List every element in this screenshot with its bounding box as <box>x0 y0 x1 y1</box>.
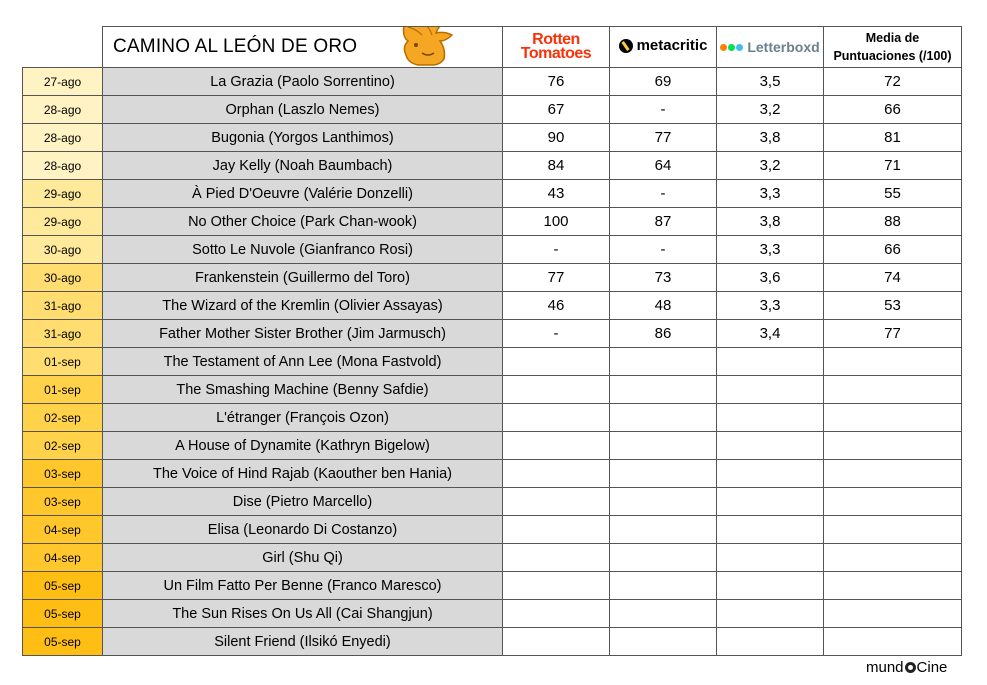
table-row <box>23 516 962 544</box>
film-cell: À Pied D'Oeuvre (Valérie Donzelli) <box>103 180 503 208</box>
metacritic-score <box>610 572 717 600</box>
average-score: 71 <box>824 152 962 180</box>
letterboxd-score: 3,8 <box>717 124 824 152</box>
film-cell: Silent Friend (Ilsikó Enyedi) <box>103 628 503 656</box>
date-cell: 28-ago <box>23 96 103 124</box>
rotten-tomatoes-logo <box>503 27 610 68</box>
rt-line-1: Rotten <box>532 30 580 48</box>
metacritic-logo <box>610 27 717 68</box>
letterboxd-score: 3,4 <box>717 320 824 348</box>
metacritic-score <box>610 460 717 488</box>
date-cell: 02-sep <box>23 404 103 432</box>
film-cell: Girl (Shu Qi) <box>103 544 503 572</box>
table-row <box>23 600 962 628</box>
date-cell: 29-ago <box>23 180 103 208</box>
average-score <box>824 600 962 628</box>
average-score: 77 <box>824 320 962 348</box>
table-body <box>23 68 962 656</box>
rotten-tomatoes-score: 43 <box>503 180 610 208</box>
table-row <box>23 180 962 208</box>
metacritic-score: 64 <box>610 152 717 180</box>
table-row <box>23 292 962 320</box>
metacritic-score: 77 <box>610 124 717 152</box>
average-score: 74 <box>824 264 962 292</box>
date-cell: 02-sep <box>23 432 103 460</box>
date-cell: 05-sep <box>23 628 103 656</box>
rotten-tomatoes-score: 84 <box>503 152 610 180</box>
metacritic-score <box>610 516 717 544</box>
date-cell: 28-ago <box>23 152 103 180</box>
table-row <box>23 124 962 152</box>
letterboxd-score <box>717 544 824 572</box>
rotten-tomatoes-score: 90 <box>503 124 610 152</box>
average-score: 55 <box>824 180 962 208</box>
table-row <box>23 488 962 516</box>
metacritic-score: - <box>610 236 717 264</box>
letterboxd-score <box>717 628 824 656</box>
letterboxd-score: 3,8 <box>717 208 824 236</box>
average-score <box>824 460 962 488</box>
average-score: 66 <box>824 236 962 264</box>
letterboxd-score <box>717 460 824 488</box>
rotten-tomatoes-score: 67 <box>503 96 610 124</box>
metacritic-score <box>610 488 717 516</box>
footer-brand-right: Cine <box>916 659 948 676</box>
metacritic-score: - <box>610 96 717 124</box>
letterboxd-score: 3,6 <box>717 264 824 292</box>
film-cell: Sotto Le Nuvole (Gianfranco Rosi) <box>103 236 503 264</box>
average-score <box>824 376 962 404</box>
date-cell: 03-sep <box>23 488 103 516</box>
table-row <box>23 432 962 460</box>
date-cell: 28-ago <box>23 124 103 152</box>
table-row <box>23 572 962 600</box>
metacritic-score: 48 <box>610 292 717 320</box>
letterboxd-score <box>717 432 824 460</box>
average-header-line-1: Media de <box>865 31 920 45</box>
film-cell: The Sun Rises On Us All (Cai Shangjun) <box>103 600 503 628</box>
film-cell: Bugonia (Yorgos Lanthimos) <box>103 124 503 152</box>
table-row <box>23 376 962 404</box>
metacritic-badge-icon <box>619 39 633 53</box>
rotten-tomatoes-score: - <box>503 236 610 264</box>
rotten-tomatoes-score: 77 <box>503 264 610 292</box>
average-score <box>824 488 962 516</box>
metacritic-score <box>610 348 717 376</box>
film-cell: The Wizard of the Kremlin (Olivier Assayas) <box>103 292 503 320</box>
rotten-tomatoes-score: - <box>503 320 610 348</box>
date-cell: 27-ago <box>23 68 103 96</box>
average-score <box>824 348 962 376</box>
table-row <box>23 96 962 124</box>
rotten-tomatoes-score: 76 <box>503 68 610 96</box>
film-cell: The Smashing Machine (Benny Safdie) <box>103 376 503 404</box>
date-cell: 05-sep <box>23 600 103 628</box>
header-row <box>23 27 962 68</box>
letterboxd-logo <box>717 27 824 68</box>
film-cell: Jay Kelly (Noah Baumbach) <box>103 152 503 180</box>
metacritic-score <box>610 628 717 656</box>
metacritic-label: metacritic <box>636 37 708 55</box>
average-score: 66 <box>824 96 962 124</box>
metacritic-score: 86 <box>610 320 717 348</box>
letterboxd-score: 3,2 <box>717 152 824 180</box>
film-cell: The Testament of Ann Lee (Mona Fastvold) <box>103 348 503 376</box>
date-cell: 31-ago <box>23 320 103 348</box>
rotten-tomatoes-score: 46 <box>503 292 610 320</box>
metacritic-score <box>610 404 717 432</box>
film-cell: Elisa (Leonardo Di Costanzo) <box>103 516 503 544</box>
date-cell: 30-ago <box>23 264 103 292</box>
table-row <box>23 152 962 180</box>
date-cell: 05-sep <box>23 572 103 600</box>
film-cell: L'étranger (François Ozon) <box>103 404 503 432</box>
metacritic-score: 69 <box>610 68 717 96</box>
table-row <box>23 348 962 376</box>
rotten-tomatoes-score <box>503 488 610 516</box>
date-cell: 31-ago <box>23 292 103 320</box>
average-score: 72 <box>824 68 962 96</box>
table-row <box>23 320 962 348</box>
average-score: 81 <box>824 124 962 152</box>
letterboxd-score: 3,2 <box>717 96 824 124</box>
metacritic-score <box>610 600 717 628</box>
rotten-tomatoes-score <box>503 348 610 376</box>
film-cell: No Other Choice (Park Chan-wook) <box>103 208 503 236</box>
letterboxd-score: 3,3 <box>717 292 824 320</box>
table-row <box>23 460 962 488</box>
film-cell: The Voice of Hind Rajab (Kaouther ben Hania) <box>103 460 503 488</box>
average-score: 88 <box>824 208 962 236</box>
footer-brand-left: mund <box>866 659 904 676</box>
film-cell: Dise (Pietro Marcello) <box>103 488 503 516</box>
rotten-tomatoes-wordmark <box>520 30 592 62</box>
table-row <box>23 68 962 96</box>
table-row <box>23 628 962 656</box>
metacritic-score <box>610 376 717 404</box>
average-header <box>824 27 962 68</box>
average-header-line-2: Puntuaciones (/100) <box>833 49 952 63</box>
metacritic-score: - <box>610 180 717 208</box>
table-row <box>23 236 962 264</box>
rotten-tomatoes-score <box>503 544 610 572</box>
table-row <box>23 264 962 292</box>
metacritic-score: 73 <box>610 264 717 292</box>
date-cell: 03-sep <box>23 460 103 488</box>
average-score <box>824 404 962 432</box>
letterboxd-dots-icon <box>720 44 743 51</box>
letterboxd-label: Letterboxd <box>747 39 820 56</box>
average-score <box>824 572 962 600</box>
rotten-tomatoes-score <box>503 628 610 656</box>
letterboxd-score: 3,3 <box>717 180 824 208</box>
rotten-tomatoes-score <box>503 460 610 488</box>
rotten-tomatoes-score <box>503 572 610 600</box>
average-score <box>824 432 962 460</box>
letterboxd-score <box>717 348 824 376</box>
date-cell: 29-ago <box>23 208 103 236</box>
film-cell: Father Mother Sister Brother (Jim Jarmusch) <box>103 320 503 348</box>
average-score <box>824 516 962 544</box>
table-row <box>23 208 962 236</box>
letterboxd-score: 3,5 <box>717 68 824 96</box>
date-cell: 01-sep <box>23 348 103 376</box>
date-cell: 01-sep <box>23 376 103 404</box>
rotten-tomatoes-score <box>503 376 610 404</box>
mundocine-logo <box>866 659 947 676</box>
film-cell: Frankenstein (Guillermo del Toro) <box>103 264 503 292</box>
metacritic-score <box>610 432 717 460</box>
golden-lion-icon <box>396 27 468 68</box>
film-cell: Orphan (Laszlo Nemes) <box>103 96 503 124</box>
letterboxd-score <box>717 516 824 544</box>
average-score: 53 <box>824 292 962 320</box>
letterboxd-score <box>717 488 824 516</box>
date-cell: 04-sep <box>23 544 103 572</box>
title-cell <box>103 27 503 68</box>
average-score <box>824 544 962 572</box>
film-reel-icon <box>905 662 916 673</box>
rotten-tomatoes-score <box>503 600 610 628</box>
page-title: CAMINO AL LEÓN DE ORO <box>113 36 358 57</box>
date-cell: 30-ago <box>23 236 103 264</box>
film-cell: Un Film Fatto Per Benne (Franco Maresco) <box>103 572 503 600</box>
letterboxd-score <box>717 376 824 404</box>
rt-line-2: Tomatoes <box>520 44 592 62</box>
letterboxd-score <box>717 404 824 432</box>
film-cell: La Grazia (Paolo Sorrentino) <box>103 68 503 96</box>
metacritic-score <box>610 544 717 572</box>
average-score <box>824 628 962 656</box>
scores-table <box>22 26 962 656</box>
metacritic-score: 87 <box>610 208 717 236</box>
film-cell: A House of Dynamite (Kathryn Bigelow) <box>103 432 503 460</box>
table-row <box>23 404 962 432</box>
rotten-tomatoes-score <box>503 516 610 544</box>
rotten-tomatoes-score <box>503 432 610 460</box>
table-row <box>23 544 962 572</box>
letterboxd-score <box>717 572 824 600</box>
rotten-tomatoes-score: 100 <box>503 208 610 236</box>
rotten-tomatoes-score <box>503 404 610 432</box>
letterboxd-score <box>717 600 824 628</box>
date-cell: 04-sep <box>23 516 103 544</box>
header-spacer <box>23 27 103 68</box>
letterboxd-score: 3,3 <box>717 236 824 264</box>
